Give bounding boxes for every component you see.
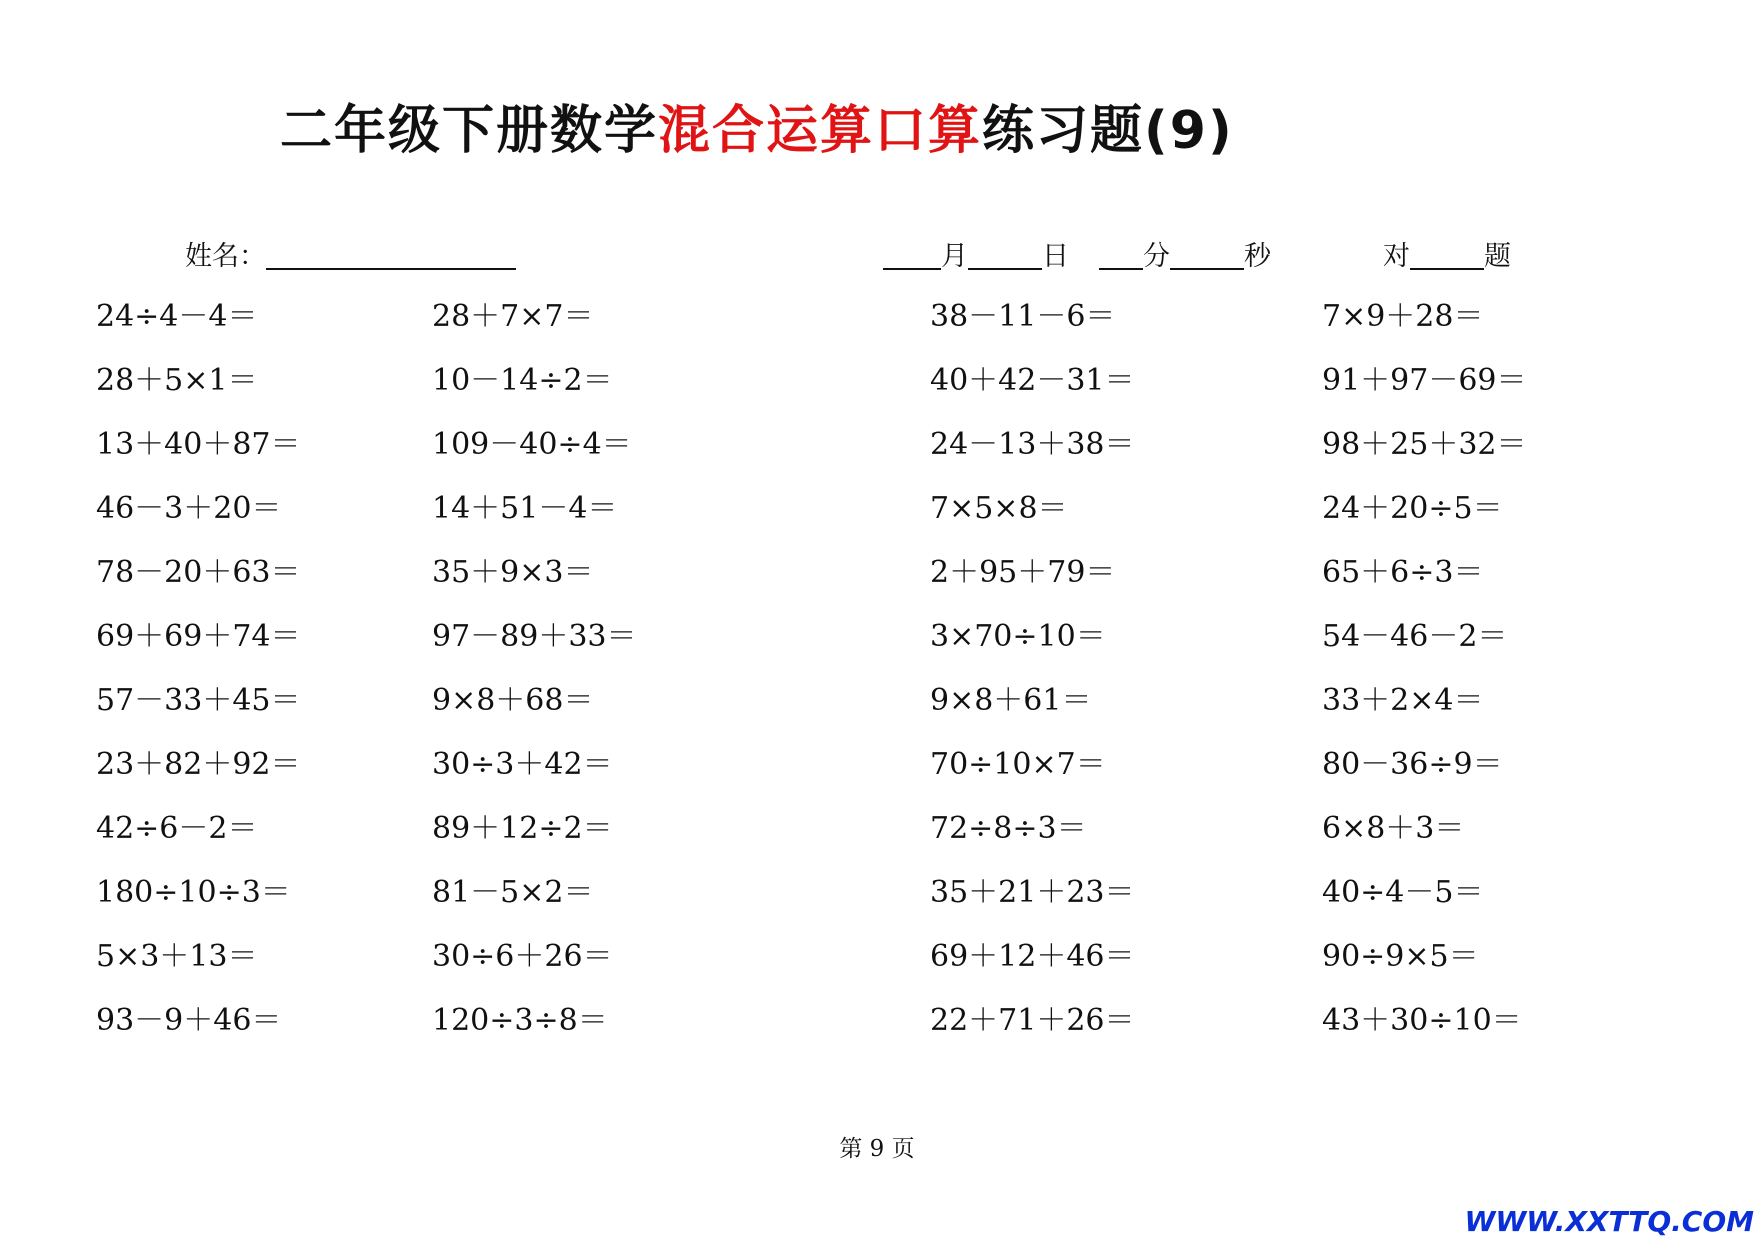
problem: 43＋30÷10＝ bbox=[1322, 1003, 1522, 1038]
problem: 7×9＋28＝ bbox=[1322, 299, 1484, 334]
name-field bbox=[185, 240, 516, 270]
problem: 23＋82＋92＝ bbox=[96, 747, 301, 782]
problem: 93－9＋46＝ bbox=[96, 1003, 282, 1038]
problem: 54－46－2＝ bbox=[1322, 619, 1508, 654]
problem: 22＋71＋26＝ bbox=[930, 1003, 1135, 1038]
problem: 38－11－6＝ bbox=[930, 299, 1116, 334]
problem: 40＋42－31＝ bbox=[930, 363, 1135, 398]
problem-column-1 bbox=[96, 299, 301, 1070]
problem: 6×8＋3＝ bbox=[1322, 811, 1465, 846]
problem: 24－13＋38＝ bbox=[930, 427, 1135, 462]
problem: 46－3＋20＝ bbox=[96, 491, 282, 526]
name-blank[interactable] bbox=[266, 240, 516, 270]
problem: 3×70÷10＝ bbox=[930, 619, 1106, 654]
minute-label: 分 bbox=[1143, 241, 1170, 272]
problem: 33＋2×4＝ bbox=[1322, 683, 1484, 718]
problem: 89＋12÷2＝ bbox=[432, 811, 613, 846]
problem: 42÷6－2＝ bbox=[96, 811, 258, 846]
problem: 65＋6÷3＝ bbox=[1322, 555, 1484, 590]
day-blank[interactable] bbox=[968, 240, 1042, 270]
problem: 120÷3÷8＝ bbox=[432, 1003, 608, 1038]
problem: 24÷4－4＝ bbox=[96, 299, 258, 334]
minute-blank[interactable] bbox=[1099, 240, 1143, 270]
second-blank[interactable] bbox=[1170, 240, 1244, 270]
problem: 78－20＋63＝ bbox=[96, 555, 301, 590]
score-field bbox=[1383, 240, 1511, 270]
problem: 91＋97－69＝ bbox=[1322, 363, 1527, 398]
problem: 90÷9×5＝ bbox=[1322, 939, 1479, 974]
problem: 180÷10÷3＝ bbox=[96, 875, 291, 910]
problem: 40÷4－5＝ bbox=[1322, 875, 1484, 910]
problem: 14＋51－4＝ bbox=[432, 491, 618, 526]
watermark-logo: WWW.XXTTQ.COM bbox=[1464, 1205, 1754, 1238]
problem: 2＋95＋79＝ bbox=[930, 555, 1116, 590]
page-number: 第 9 页 bbox=[839, 1136, 915, 1162]
problem: 9×8＋68＝ bbox=[432, 683, 594, 718]
problem: 98＋25＋32＝ bbox=[1322, 427, 1527, 462]
problem: 24＋20÷5＝ bbox=[1322, 491, 1503, 526]
problem-column-2 bbox=[432, 299, 637, 1070]
page-title bbox=[280, 101, 1234, 161]
problem: 30÷3＋42＝ bbox=[432, 747, 613, 782]
problem: 5×3＋13＝ bbox=[96, 939, 258, 974]
problem: 35＋21＋23＝ bbox=[930, 875, 1135, 910]
problem: 28＋7×7＝ bbox=[432, 299, 594, 334]
date-time-field bbox=[883, 240, 1271, 270]
second-label: 秒 bbox=[1244, 241, 1271, 272]
correct-label: 对 bbox=[1383, 241, 1410, 272]
problem-column-4 bbox=[1322, 299, 1527, 1070]
problem: 81－5×2＝ bbox=[432, 875, 594, 910]
problem: 70÷10×7＝ bbox=[930, 747, 1106, 782]
month-label: 月 bbox=[941, 241, 968, 272]
name-label: 姓名： bbox=[185, 241, 266, 272]
problem: 72÷8÷3＝ bbox=[930, 811, 1087, 846]
problem: 7×5×8＝ bbox=[930, 491, 1068, 526]
title-part-3: 练习题(9) bbox=[982, 101, 1234, 161]
problem: 9×8＋61＝ bbox=[930, 683, 1092, 718]
day-label: 日 bbox=[1042, 241, 1069, 272]
problem: 97－89＋33＝ bbox=[432, 619, 637, 654]
title-part-2-highlight: 混合运算口算 bbox=[658, 101, 983, 161]
problem: 57－33＋45＝ bbox=[96, 683, 301, 718]
problem: 35＋9×3＝ bbox=[432, 555, 594, 590]
questions-label: 题 bbox=[1484, 241, 1511, 272]
problem-column-3 bbox=[930, 299, 1135, 1070]
problem: 69＋12＋46＝ bbox=[930, 939, 1135, 974]
problem: 13＋40＋87＝ bbox=[96, 427, 301, 462]
problem: 80－36÷9＝ bbox=[1322, 747, 1503, 782]
correct-blank[interactable] bbox=[1410, 240, 1484, 270]
problem: 109－40÷4＝ bbox=[432, 427, 632, 462]
month-blank[interactable] bbox=[883, 240, 941, 270]
problem: 10－14÷2＝ bbox=[432, 363, 613, 398]
title-part-1: 二年级下册数学 bbox=[280, 101, 659, 161]
problem: 28＋5×1＝ bbox=[96, 363, 258, 398]
problem: 30÷6＋26＝ bbox=[432, 939, 613, 974]
problem: 69＋69＋74＝ bbox=[96, 619, 301, 654]
